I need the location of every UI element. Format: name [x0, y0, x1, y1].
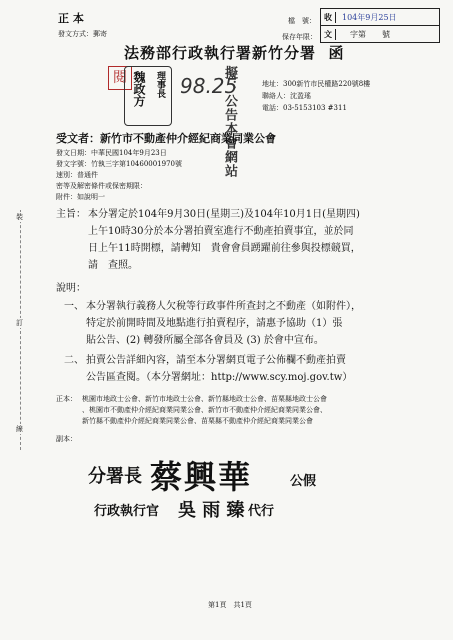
chairman-stamp-label: 理事長 — [155, 71, 165, 98]
acting-official-title: 行政執行官 — [94, 504, 160, 519]
cc-line: 桃園市地政士公會、新竹市地政士公會、新竹縣地政士公會、苗栗縣地政士公會 — [82, 395, 327, 403]
subject-line: 上午10時30分於本分署拍賣室進行不動產拍賣事宜，並於同 — [88, 226, 354, 237]
receipt-stamp-box — [320, 8, 440, 26]
contact-person: 聯絡人：沈盈瑤 — [262, 92, 311, 100]
doc-date: 發文日期：中華民國104年9月23日 — [56, 149, 167, 157]
item-line: 特定於前開時間及地點進行拍賣程序，請惠予協助（1）張 — [86, 318, 343, 329]
subject-body — [88, 206, 361, 274]
director-name: 蔡興華 — [150, 458, 253, 496]
cc-line: 新竹縣不動產仲介經紀商業同業公會、苗栗縣不動產仲介經紀商業同業公會 — [82, 417, 313, 425]
doc-stamp-label: 文 — [321, 29, 336, 40]
item-number: 一、 — [64, 301, 84, 312]
post-online-stamp: 擬：公告本會網站 — [222, 66, 237, 178]
retention-label: 保存年限： — [282, 33, 317, 41]
chairman-stamp-name: 魏政方 — [132, 71, 146, 107]
acting-official-name: 吳 雨 臻 — [178, 500, 245, 521]
recipient: 受文者：新竹市不動產仲介經紀商業同業公會 — [56, 132, 276, 145]
item-line: 拍賣公告詳細內容，請至本分署網頁電子公佈欄不動產拍賣 — [86, 355, 346, 366]
received-handwritten: 98.25 — [180, 74, 238, 98]
send-method: 發文方式：郵寄 — [58, 30, 107, 38]
binding-line — [20, 210, 21, 450]
acting-note: 代行 — [248, 504, 275, 519]
doc-attachment: 附件：如說明一 — [56, 193, 105, 201]
subject-line: 本分署定於104年9月30日(星期三)及104年10月1日(星期四) — [88, 209, 360, 220]
item-line: 本分署執行義務人欠稅等行政事件所查封之不動產（如附件）， — [86, 301, 361, 312]
binding-mark: 裝 — [16, 213, 23, 221]
doc-meta — [56, 148, 182, 203]
subject-label: 主旨： — [56, 209, 86, 220]
subject-line: 請 查照。 — [88, 260, 138, 271]
item-line: 公告區查閱。（本分署網址：http://www.scy.moj.gov.tw） — [86, 372, 353, 383]
binding-mark: 線 — [16, 425, 23, 433]
doc-number-stamp-box — [320, 25, 440, 43]
agency-title: 法務部行政執行署新竹分署 函 — [124, 44, 345, 62]
cc-label: 正本： — [56, 395, 77, 403]
contact-address: 地址：300新竹市民權路220號8樓 — [262, 80, 371, 88]
original-copy-label: 正 本 — [58, 12, 84, 25]
doc-secrecy: 密等及解密條件或保密期限： — [56, 182, 147, 190]
chairman-stamp — [124, 66, 172, 126]
item-number: 二、 — [64, 355, 84, 366]
director-title: 分署長 — [88, 466, 142, 487]
explanation-item-2 — [64, 352, 352, 386]
doc-speed: 速別：普通件 — [56, 171, 98, 179]
page-footer: 第1頁 共1頁 — [208, 601, 252, 609]
file-number-label: 檔 號： — [288, 17, 316, 25]
copy-label: 副本： — [56, 435, 77, 443]
approved-stamp: 閱 — [108, 66, 132, 90]
contact-block — [262, 78, 370, 114]
leave-note: 公假 — [290, 474, 317, 489]
binding-mark: 訂 — [16, 319, 23, 327]
doc-ref-number: 發文字號：竹執三字第10460001970號 — [56, 160, 182, 168]
doc-stamp-number: 字第 號 — [350, 29, 390, 39]
cc-block — [56, 394, 327, 427]
contact-phone: 電話：03-5153103 #311 — [262, 104, 347, 112]
explanation-item-1 — [64, 298, 361, 349]
item-line: 貼公告、(2) 轉發所屬全部各會員及 (3) 於會中宣布。 — [86, 335, 324, 346]
cc-line: 、桃園市不動產仲介經紀商業同業公會、新竹市不動產仲介經紀商業同業公會、 — [82, 406, 327, 414]
explanation-label: 說明： — [56, 283, 86, 294]
receipt-stamp-date: 104年9月25日 — [342, 12, 397, 22]
receipt-stamp-label: 收 — [321, 12, 336, 23]
subject-line: 日上午11時開標，請轉知 貴會會員踴躍前往參與投標競買， — [88, 243, 361, 254]
